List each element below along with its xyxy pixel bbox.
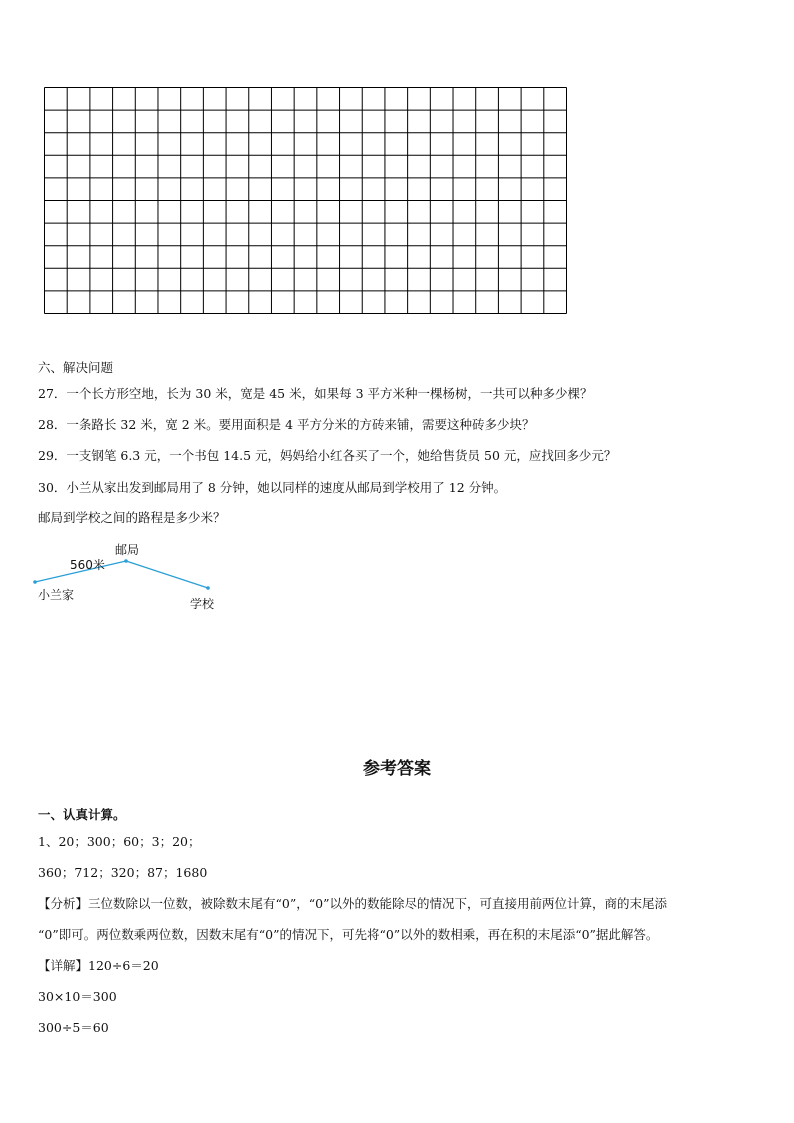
detail-line: 【详解】120÷6＝20 bbox=[38, 958, 159, 973]
answer-grid bbox=[44, 87, 567, 314]
calc-line-2: 300÷5＝60 bbox=[38, 1020, 109, 1035]
answer-line-2: 360；712；320；87；1680 bbox=[38, 865, 208, 880]
answers-section-1: 一、认真计算。 bbox=[38, 807, 126, 822]
home-point bbox=[33, 580, 37, 584]
question-30-ask: 邮局到学校之间的路程是多少米？ bbox=[38, 510, 226, 525]
question-30: 30．小兰从家出发到邮局用了 8 分钟，她以同样的速度从邮局到学校用了 12 分钟。 bbox=[38, 480, 507, 495]
route-post-to-school bbox=[126, 561, 208, 588]
question-27: 27．一个长方形空地，长为 30 米，宽是 45 米，如果每 3 平方米种一棵杨树，一共可以种多少棵？ bbox=[38, 386, 593, 401]
post-office-point bbox=[124, 559, 128, 563]
calc-line-1: 30×10＝300 bbox=[38, 989, 117, 1004]
answer-line-1: 1、20；300；60；3；20； bbox=[38, 834, 201, 849]
analysis-line-1: 【分析】三位数除以一位数，被除数末尾有“0”，“0”以外的数能除尽的情况下，可直接用前两位计算，商的末尾添 bbox=[38, 896, 667, 911]
route-diagram bbox=[30, 538, 250, 618]
section-title-problems: 六、解决问题 bbox=[38, 360, 114, 375]
label-post-office: 邮局 bbox=[115, 543, 140, 557]
question-28: 28．一条路长 32 米，宽 2 米。要用面积是 4 平方分米的方砖来铺，需要这种砖多少块？ bbox=[38, 417, 535, 432]
analysis-line-2: “0”即可。两位数乘两位数，因数末尾有“0”的情况下，可先将“0”以外的数相乘，再在积的末尾添“0”据此解答。 bbox=[38, 927, 659, 942]
answers-title: 参考答案 bbox=[363, 759, 431, 779]
label-home: 小兰家 bbox=[38, 588, 75, 602]
school-point bbox=[206, 586, 210, 590]
question-29: 29．一支钢笔 6.3 元，一个书包 14.5 元，妈妈给小红各买了一个，她给售货员 50 元，应找回多少元？ bbox=[38, 448, 617, 463]
label-school: 学校 bbox=[190, 597, 215, 611]
route-lines bbox=[30, 538, 250, 618]
label-distance: 560米 bbox=[70, 558, 105, 572]
